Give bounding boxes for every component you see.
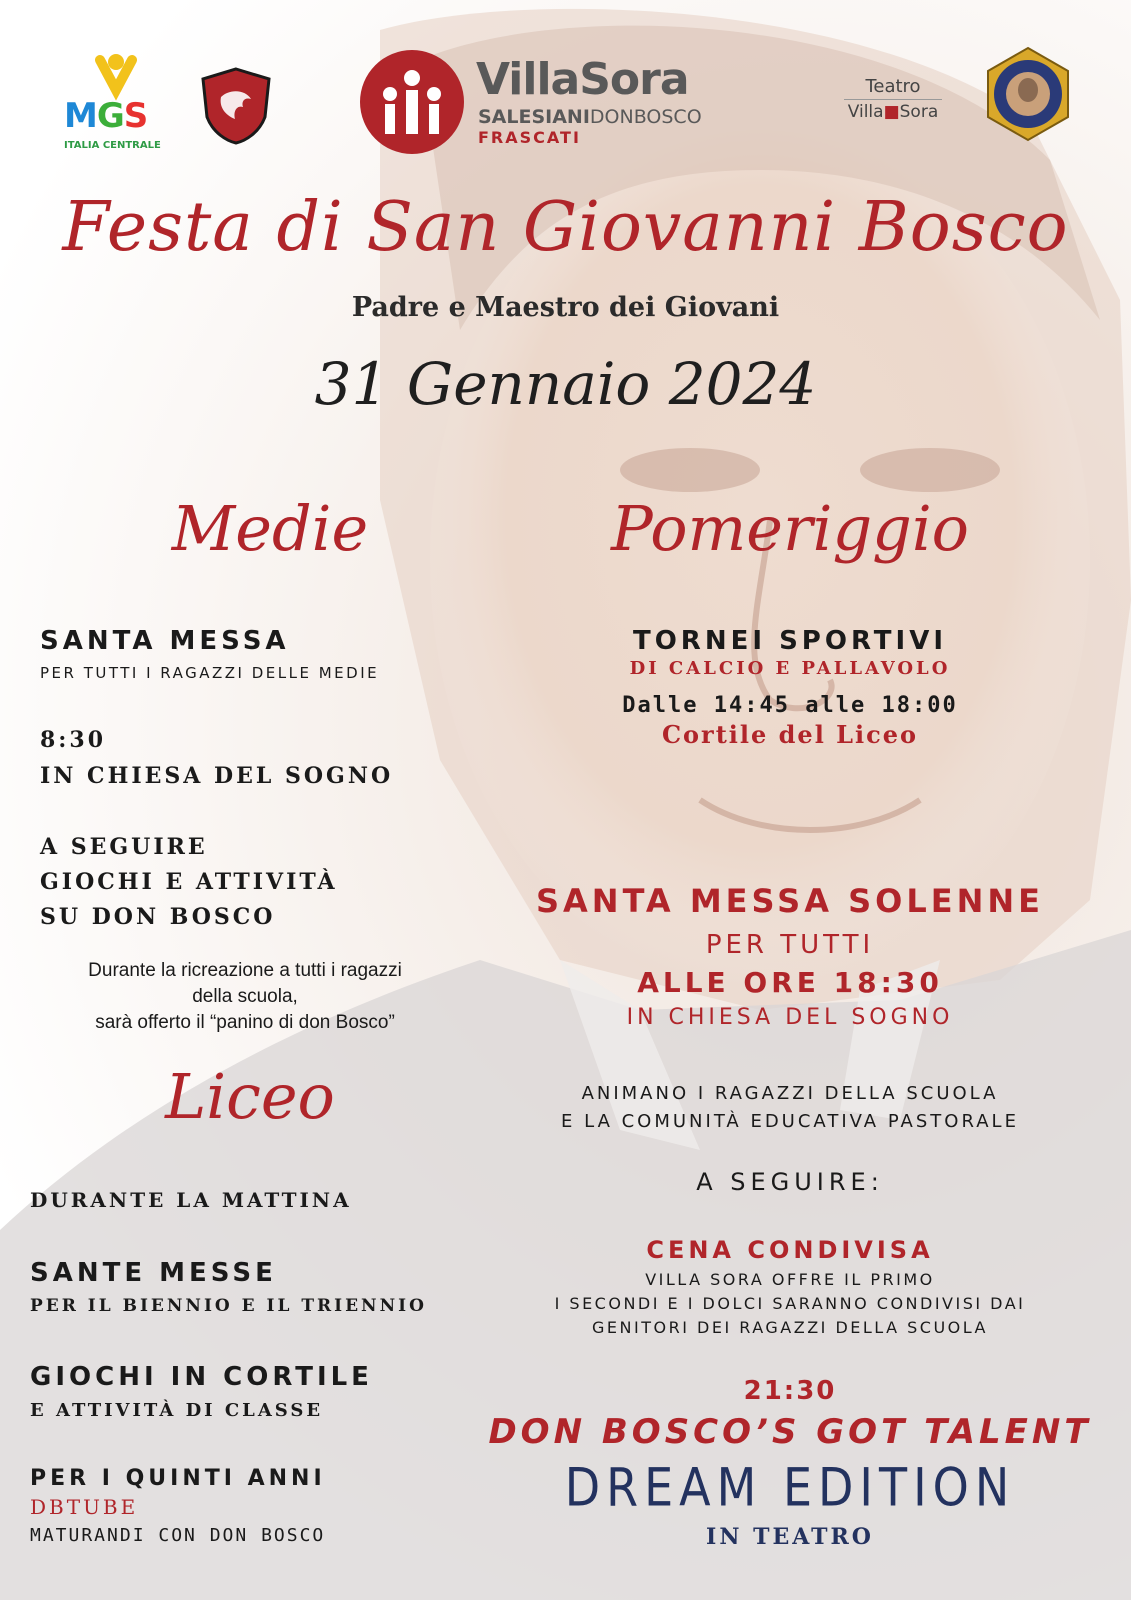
- cena-block: [480, 1236, 1100, 1340]
- liceo-heading: Liceo: [165, 1060, 335, 1133]
- medie-place: IN CHIESA DEL SOGNO: [40, 763, 394, 789]
- teatro-divider: [844, 99, 942, 100]
- liceo-giochi-sub: E ATTIVITÀ DI CLASSE: [30, 1400, 324, 1421]
- tornei-place: Cortile del Liceo: [661, 720, 919, 749]
- salesiani-text: SALESIANI: [478, 106, 590, 128]
- mgs-wordmark: MGS: [64, 96, 148, 136]
- liceo-giochi: [30, 1362, 373, 1421]
- villasora-name: VillaSora: [476, 54, 689, 105]
- cena-line: VILLA SORA OFFRE IL PRIMO: [645, 1270, 935, 1289]
- teatro-sora: Sora: [899, 102, 939, 122]
- liceo-quinti-title: PER I QUINTI ANNI: [30, 1466, 326, 1491]
- teatro-villa: Villa: [847, 102, 884, 122]
- messa-solenne-place: IN CHIESA DEL SOGNO: [626, 1005, 954, 1030]
- medie-note-line: della scuola,: [192, 986, 298, 1007]
- tornei-sub: DI CALCIO E PALLAVOLO: [629, 658, 951, 679]
- medie-messa-sub: PER TUTTI I RAGAZZI DELLE MEDIE: [40, 664, 380, 682]
- medie-time-block: [40, 722, 393, 794]
- liceo-giochi-title: GIOCHI IN CORTILE: [30, 1362, 373, 1392]
- a-seguire: A SEGUIRE:: [696, 1168, 884, 1196]
- medie-note-line: sarà offerto il “panino di don Bosco”: [95, 1012, 395, 1033]
- medie-follow-line: SU DON BOSCO: [40, 904, 276, 930]
- teatro-line1: Teatro: [865, 76, 921, 97]
- liceo-maturandi: MATURANDI CON DON BOSCO: [30, 1525, 326, 1546]
- teatro-logo: [838, 76, 948, 122]
- cena-line: GENITORI DEI RAGAZZI DELLA SCUOLA: [592, 1318, 988, 1337]
- messa-solenne-block: [480, 882, 1100, 1030]
- medal-logo: [980, 46, 1076, 142]
- medie-messa-title: SANTA MESSA: [40, 626, 290, 656]
- messa-solenne-for: PER TUTTI: [705, 930, 875, 960]
- dragon-shield-icon: [199, 67, 273, 145]
- donbosco-text: DONBOSCO: [589, 106, 702, 128]
- medie-follow: [40, 830, 338, 935]
- mgs-subtitle: ITALIA CENTRALE: [64, 140, 161, 151]
- animano-line: E LA COMUNITÀ EDUCATIVA PASTORALE: [561, 1111, 1019, 1132]
- messa-solenne-time: ALLE ORE 18:30: [637, 966, 943, 999]
- medie-note-line: Durante la ricreazione a tutti i ragazzi: [88, 960, 402, 981]
- messa-solenne-title: SANTA MESSA SOLENNE: [535, 882, 1045, 920]
- medie-follow-line: GIOCHI E ATTIVITÀ: [40, 869, 338, 895]
- cena-title: CENA CONDIVISA: [646, 1236, 934, 1264]
- cena-lines: [480, 1268, 1100, 1340]
- villasora-city: FRASCATI: [478, 128, 581, 147]
- villasora-salesiani: [478, 106, 702, 128]
- mgs-logo: [60, 52, 178, 160]
- tornei-time: Dalle 14:45 alle 18:00: [622, 693, 958, 718]
- liceo-morning: DURANTE LA MATTINA: [30, 1188, 352, 1212]
- liceo-messe: [30, 1258, 427, 1316]
- tornei-title: TORNEI SPORTIVI: [632, 626, 948, 656]
- liceo-quinti: [30, 1466, 326, 1546]
- teatro-line2: Villa■Sora: [847, 102, 939, 122]
- liceo-messe-title: SANTE MESSE: [30, 1258, 277, 1288]
- show-title: DON BOSCO’S GOT TALENT: [488, 1412, 1092, 1452]
- medie-follow-line: A SEGUIRE: [40, 834, 208, 860]
- page-title: Festa di San Giovanni Bosco: [62, 188, 1069, 267]
- show-time: 21:30: [743, 1376, 837, 1406]
- da-mihi-animas-medal-icon: [980, 46, 1076, 142]
- tornei-block: [560, 626, 1020, 749]
- liceo-messe-sub: PER IL BIENNIO E IL TRIENNIO: [30, 1296, 427, 1316]
- liceo-dbtube: DBTUBE: [30, 1495, 139, 1519]
- medie-time: 8:30: [40, 727, 107, 753]
- medie-note: [60, 958, 430, 1036]
- animano-block: [480, 1080, 1100, 1136]
- virtus-logo: [198, 66, 274, 146]
- medie-heading: Medie: [171, 492, 369, 565]
- salesian-emblem-icon: [358, 48, 466, 156]
- villasora-logo: [358, 48, 738, 148]
- medie-messa: [40, 626, 379, 682]
- show-block: [470, 1376, 1110, 1550]
- event-date: 31 Gennaio 2024: [314, 350, 817, 418]
- animano-line: ANIMANO I RAGAZZI DELLA SCUOLA: [581, 1083, 999, 1104]
- show-edition: DREAM EDITION: [564, 1455, 1016, 1519]
- page-subtitle: Padre e Maestro dei Giovani: [351, 292, 780, 323]
- show-place: IN TEATRO: [706, 1524, 874, 1550]
- cena-line: I SECONDI E I DOLCI SARANNO CONDIVISI DAI: [554, 1294, 1026, 1313]
- pomeriggio-heading: Pomeriggio: [610, 492, 969, 565]
